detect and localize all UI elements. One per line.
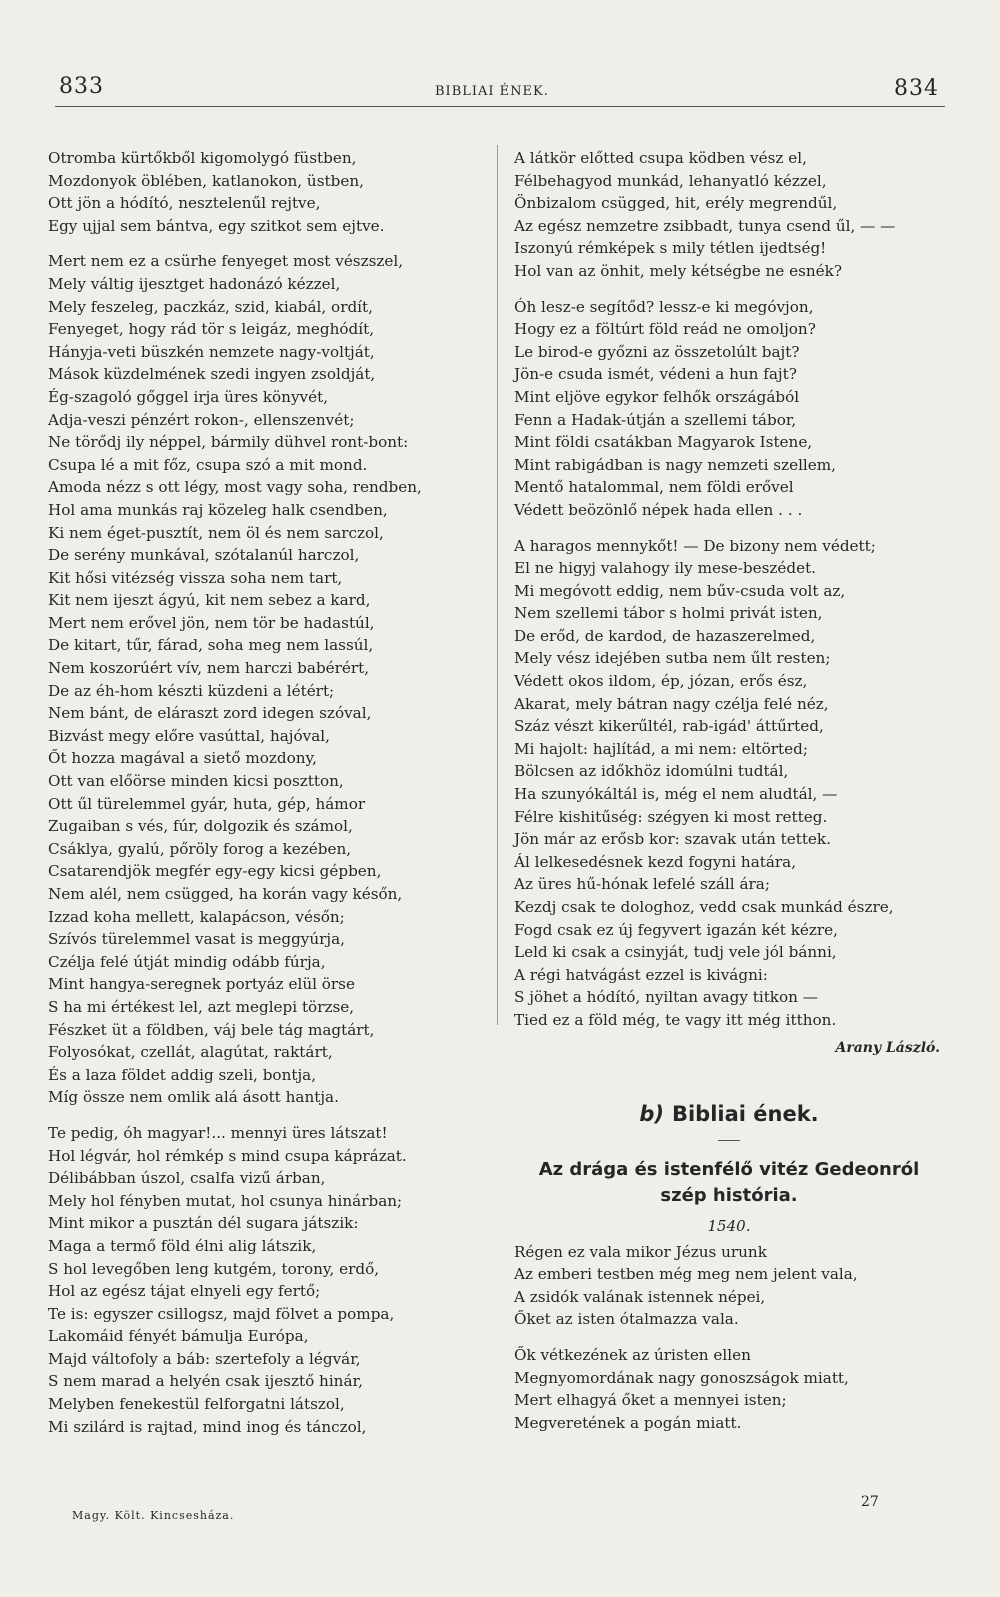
poem-title [514, 1157, 944, 1209]
stanza [514, 535, 944, 1032]
verse-line: Amoda nézz s ott légy, most vagy soha, rendben, [48, 478, 422, 497]
verse-line: De serény munkával, szótalanúl harczol, [48, 546, 360, 565]
verse-line: S hol levegőben leng kutgém, torony, erdő, [48, 1259, 380, 1278]
verse-line: Tied ez a föld még, te vagy itt még itthon. [514, 1010, 837, 1029]
right-poem-stanzas [514, 147, 944, 1032]
verse-line: Otromba kürtőkből kigomolygó füstben, [48, 149, 357, 167]
verse-line: Mely hol fényben mutat, hol csunya hinárban; [48, 1191, 403, 1210]
verse-line: Folyosókat, czellát, alagútat, raktárt, [48, 1043, 333, 1062]
verse-line: Mert nem erővel jön, nem tör be hadastúl, [48, 613, 375, 632]
verse-line: Nem koszorúért vív, nem harczi babérért, [48, 659, 370, 678]
verse-line: Mint eljöve egykor felhők országából [514, 387, 800, 406]
verse-line: De erőd, de kardod, de hazaszerelmed, [514, 626, 816, 645]
stanza-gap [514, 1331, 944, 1344]
verse-line: Kezdj csak te dologhoz, vedd csak munkád észre, [514, 898, 894, 916]
verse-line: Kit hősi vitézség vissza soha nem tart, [48, 568, 343, 587]
verse-line: A haragos mennykőt! — De bizony nem védett; [514, 536, 876, 555]
verse-line: Zugaiban s vés, fúr, dolgozik és számol, [48, 817, 353, 836]
verse-line: Hol az egész tájat elnyeli egy fertő; [48, 1282, 321, 1301]
verse-line: Mi megóvott eddig, nem bűv-csuda volt az, [514, 581, 846, 600]
verse-line: Bizvást megy előre vasúttal, hajóval, [48, 726, 330, 745]
verse-line: Védett okos ildom, ép, józan, erős ész, [514, 672, 808, 691]
verse-line: Mely váltig ijesztget hadonázó kézzel, [48, 274, 341, 293]
verse-line: Fogd csak ez új fegyvert igazán két kézre, [514, 920, 839, 939]
stanza-gap [48, 1109, 484, 1122]
verse-line: Mint földi csatákban Magyarok Istene, [514, 433, 813, 452]
verse-line: A látkör előtted csupa ködben vész el, [514, 149, 807, 167]
verse-line: Ki nem éget-pusztít, nem öl és nem sarczol, [48, 523, 384, 542]
footer-sheet-number: 27 [861, 1494, 879, 1510]
verse-line: Mi hajolt: hajlítád, a mi nem: eltörted; [514, 739, 808, 758]
page-number-right: 834 [894, 76, 939, 101]
section-heading [514, 1102, 944, 1126]
verse-line: Majd váltofoly a báb: szertefoly a légvár, [48, 1349, 361, 1368]
poem-date: 1540. [707, 1216, 751, 1235]
verse-line: S ha mi értékest lel, azt meglepi törzse, [48, 997, 355, 1016]
verse-line: Kit nem ijeszt ágyú, kit nem sebez a kard, [48, 591, 371, 610]
verse-line: Mentő hatalommal, nem földi erővel [514, 478, 794, 497]
verse-line: Le birod-e győzni az összetolúlt bajt? [514, 342, 800, 361]
verse-line: Őt hozza magával a siető mozdony, [48, 749, 317, 768]
stanza [48, 147, 484, 237]
poem-title-line-2: szép história. [660, 1184, 798, 1206]
verse-line: Ott van előörse minden kicsi posztton, [48, 772, 344, 791]
verse-line: Az emberi testben még meg nem jelent vala, [514, 1265, 858, 1284]
section-rule [718, 1140, 740, 1141]
section-title: Bibliai ének. [671, 1101, 819, 1126]
verse-line: Fészket üt a földben, váj bele tág magtárt, [48, 1020, 375, 1039]
page-number-left: 833 [59, 74, 104, 99]
verse-line: S nem marad a helyén csak ijesztő hinár, [48, 1372, 363, 1391]
verse-line: El ne higyj valahogy ily mese-beszédet. [514, 559, 817, 578]
verse-line: Védett beözönlő népek hada ellen . . . [514, 500, 803, 519]
right-column [514, 147, 944, 1434]
verse-line: Czélja felé útját mindig odább fúrja, [48, 952, 326, 971]
verse-line: Önbizalom csügged, hit, erély megrendűl, [514, 194, 838, 213]
stanza-gap [514, 283, 944, 296]
verse-line: Csatarendjök megfér egy-egy kicsi gépben, [48, 862, 382, 881]
verse-line: Ott űl türelemmel gyár, huta, gép, hámor [48, 794, 366, 813]
stanza [514, 1241, 944, 1331]
verse-line: Fenn a Hadak-útján a szellemi tábor, [514, 410, 797, 429]
verse-line: Régen ez vala mikor Jézus urunk [514, 1242, 767, 1261]
verse-line: És a laza földet addig szeli, bontja, [48, 1065, 317, 1084]
verse-line: Hogy ez a föltúrt föld reád ne omoljon? [514, 320, 816, 339]
stanza [514, 147, 944, 283]
verse-line: Bölcsen az időkhöz idomúlni tudtál, [514, 762, 789, 781]
footer-source: Magy. Költ. Kincsesháza. [72, 1509, 235, 1522]
stanza [48, 250, 484, 1109]
verse-line: Mint mikor a pusztán dél sugara játszik: [48, 1214, 359, 1233]
verse-line: Mely feszeleg, paczkáz, szid, kiabál, ordít, [48, 297, 373, 316]
page-header [55, 70, 945, 110]
verse-line: Míg össze nem omlik alá ásott hantja. [48, 1088, 339, 1107]
verse-line: Mozdonyok öblében, katlanokon, üstben, [48, 171, 364, 190]
column-divider [497, 145, 498, 1025]
verse-line: Óh lesz-e segítőd? lessz-e ki megóvjon, [514, 297, 814, 316]
verse-line: Az üres hű-hónak lefelé száll ára; [514, 875, 770, 894]
verse-line: A régi hatvágást ezzel is kivágni: [514, 965, 768, 984]
verse-line: Ég-szagoló gőggel irja üres könyvét, [48, 387, 329, 406]
verse-line: Jön-e csuda ismét, védeni a hun fajt? [514, 365, 797, 384]
verse-line: Őket az isten ótalmazza vala. [514, 1310, 739, 1329]
verse-line: Mint hangya-seregnek portyáz elül örse [48, 975, 355, 994]
verse-line: Lakomáid fényét bámulja Európa, [48, 1327, 309, 1346]
verse-line: Félre kishitűség: szégyen ki most retteg. [514, 807, 828, 826]
verse-line: Jön már az erősb kor: szavak után tettek. [514, 830, 831, 849]
verse-line: Ők vétkezének az úristen ellen [514, 1345, 751, 1364]
verse-line: Hol ama munkás raj közeleg halk csendben, [48, 500, 388, 519]
verse-line: Mert elhagyá őket a mennyei isten; [514, 1391, 787, 1410]
section-label: b) [639, 1101, 664, 1126]
verse-line: S jöhet a hódító, nyiltan avagy titkon — [514, 988, 818, 1007]
verse-line: Ál lelkesedésnek kezd fogyni határa, [514, 852, 797, 871]
verse-line: Hányja-veti büszkén nemzete nagy-voltját, [48, 342, 375, 361]
stanza-gap [514, 522, 944, 535]
verse-line: Akarat, mely bátran nagy czélja felé néz, [514, 694, 829, 713]
verse-line: Te is: egyszer csillogsz, majd fölvet a pompa, [48, 1304, 395, 1323]
verse-line: Izzad koha mellett, kalapácson, vésőn; [48, 907, 345, 926]
verse-line: Mások küzdelmének szedi ingyen zsoldját, [48, 365, 376, 384]
verse-line: Mert nem ez a csürhe fenyeget most vészszel, [48, 252, 404, 271]
verse-line: Megveretének a pogán miatt. [514, 1413, 742, 1432]
running-title: BIBLIAI ÉNEK. [435, 84, 549, 99]
verse-line: Iszonyú rémképek s mily tétlen ijedtség! [514, 239, 827, 258]
verse-line: Mint rabigádban is nagy nemzeti szellem, [514, 455, 837, 474]
verse-line: Te pedig, óh magyar!... mennyi üres látszat! [48, 1123, 388, 1142]
verse-line: De az éh-hom készti küzdeni a létért; [48, 681, 335, 700]
verse-line: Délibábban úszol, csalfa vizű árban, [48, 1169, 326, 1188]
verse-line: Mi szilárd is rajtad, mind inog és tánczol, [48, 1417, 367, 1436]
stanza [514, 296, 944, 522]
verse-line: Csupa lé a mit főz, csupa szó a mit mond. [48, 455, 368, 474]
author-signature: Arany László. [835, 1039, 940, 1056]
left-column [48, 147, 484, 1438]
verse-line: Nem szellemi tábor s holmi privát isten, [514, 604, 823, 623]
verse-line: Adja-veszi pénzért rokon-, ellenszenvét; [48, 410, 355, 429]
poem-title-line-1: Az drága és istenfélő vitéz Gedeonról [538, 1158, 920, 1180]
verse-line: Hol van az önhit, mely kétségbe ne esnék? [514, 261, 843, 280]
verse-line: Maga a termő föld élni alig látszik, [48, 1236, 317, 1255]
verse-line: Melyben fenekestül felforgatni látszol, [48, 1395, 345, 1414]
gedeon-poem-stanzas [514, 1241, 944, 1435]
stanza-gap [48, 237, 484, 250]
verse-line: Leld ki csak a csinyját, tudj vele jól bánni, [514, 943, 837, 962]
stanza [48, 1122, 484, 1438]
verse-line: A zsidók valának istennek népei, [514, 1287, 766, 1306]
verse-line: Ne törődj ily néppel, bármily dühvel ront-bont: [48, 433, 409, 452]
verse-line: Ott jön a hódító, nesztelenűl rejtve, [48, 194, 321, 213]
verse-line: Félbehagyod munkád, lehanyatló kézzel, [514, 171, 827, 190]
verse-line: Ha szunyókáltál is, még el nem aludtál, — [514, 785, 838, 804]
verse-line: Az egész nemzetre zsibbadt, tunya csend űl, — — [514, 216, 896, 235]
verse-line: Nem bánt, de eláraszt zord idegen szóval, [48, 704, 372, 723]
verse-line: Csáklya, gyalú, pőröly forog a kezében, [48, 839, 352, 858]
verse-line: Száz vészt kikerűltél, rab-igád' áttűrted, [514, 717, 824, 736]
verse-line: De kitart, tűr, fárad, soha meg nem lassúl, [48, 636, 374, 655]
verse-line: Szívós türelemmel vasat is meggyúrja, [48, 930, 346, 949]
verse-line: Fenyeget, hogy rád tör s leigáz, meghódít, [48, 320, 375, 339]
verse-line: Megnyomordának nagy gonoszságok miatt, [514, 1368, 849, 1387]
verse-line: Mely vész idejében sutba nem űlt resten; [514, 649, 831, 668]
stanza [514, 1344, 944, 1434]
verse-line: Egy ujjal sem bántva, egy szitkot sem ejtve. [48, 216, 385, 235]
verse-line: Hol légvár, hol rémkép s mind csupa káprázat. [48, 1146, 407, 1165]
header-rule [55, 106, 945, 107]
verse-line: Nem alél, nem csügged, ha korán vagy későn, [48, 885, 403, 903]
